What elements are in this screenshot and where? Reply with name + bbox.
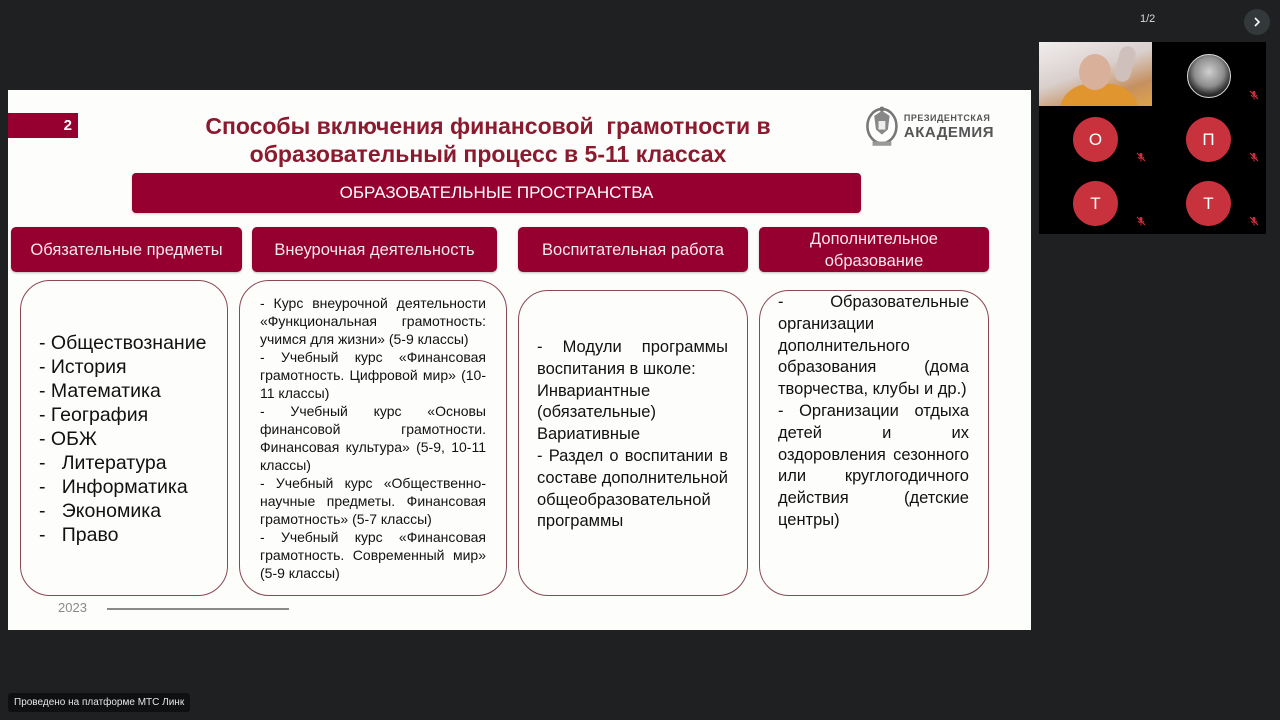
logo-text: ПРЕЗИДЕНТСКАЯ АКАДЕМИЯ bbox=[903, 113, 994, 141]
chevron-right-icon bbox=[1252, 17, 1262, 27]
list-item: - Учебный курс «Финансовая грамотность. Цифровой мир» (10-11 классы) bbox=[260, 349, 486, 401]
slide-title-line2: образовательный процесс в 5-11 классах bbox=[249, 141, 727, 167]
participant-photo-avatar[interactable] bbox=[1187, 54, 1231, 98]
list-item: - Математика bbox=[39, 380, 161, 402]
header-extracurricular: Внеурочная деятельность bbox=[252, 227, 497, 272]
next-page-button[interactable] bbox=[1244, 9, 1270, 35]
list-item: Инвариантные bbox=[537, 381, 651, 400]
mic-muted-icon bbox=[1249, 152, 1259, 162]
mandatory-subjects-box bbox=[20, 280, 228, 596]
additional-education-box bbox=[759, 290, 989, 596]
participant-avatar-t2[interactable]: Т bbox=[1186, 181, 1231, 226]
list-item: - Право bbox=[39, 524, 119, 546]
footer-year: 2023 bbox=[58, 600, 87, 615]
header-mandatory-subjects: Обязательные предметы bbox=[11, 227, 242, 272]
mic-muted-icon bbox=[1136, 152, 1146, 162]
emblem-icon bbox=[864, 100, 900, 154]
participants-grid bbox=[1039, 42, 1266, 234]
slide-title bbox=[138, 112, 838, 168]
footer-divider bbox=[107, 608, 289, 610]
mic-muted-icon bbox=[1249, 90, 1259, 100]
list-item: Вариативные bbox=[537, 425, 641, 444]
list-item: - Учебный курс «Общественно-научные предметы. Финансовая грамотность» (5-7 классы) bbox=[260, 475, 486, 527]
participants-pager: 1/2 bbox=[1140, 13, 1156, 25]
academy-logo bbox=[864, 99, 994, 155]
header-upbringing-work: Воспитательная работа bbox=[518, 227, 748, 272]
list-item: - Учебный курс «Основы финансовой грамотности. Финансовая культура» (5-9, 10-11 классы) bbox=[260, 403, 486, 473]
list-item: - Организации отдыха детей и их оздоровления сезонного или круглогодичного действия (детские центры) bbox=[778, 401, 969, 529]
mic-muted-icon bbox=[1136, 216, 1146, 226]
slide-number: 2 bbox=[8, 113, 78, 138]
list-item: - Учебный курс «Финансовая грамотность. Современный мир» (5-9 классы) bbox=[260, 529, 486, 581]
participant-avatar-p[interactable]: П bbox=[1186, 117, 1231, 162]
participant-avatar-t1[interactable]: Т bbox=[1073, 181, 1118, 226]
list-item: - Раздел о воспитании в составе дополнительной общеобразовательной программы bbox=[537, 446, 728, 531]
list-item: - Обществознание bbox=[39, 332, 207, 354]
extracurricular-box bbox=[239, 280, 507, 596]
list-item: - Образовательные организации дополнительного образования (дома творчества, клубы и др.) bbox=[778, 293, 969, 399]
list-item: - Курс внеурочной деятельности «Функциональная грамотность: учимся для жизни» (5-9 классы) bbox=[260, 295, 486, 347]
list-item: - Экономика bbox=[39, 500, 162, 522]
list-item: - ОБЖ bbox=[39, 428, 97, 450]
participant-avatar-o[interactable]: О bbox=[1073, 117, 1118, 162]
list-item: - Литература bbox=[39, 452, 167, 474]
list-item: (обязательные) bbox=[537, 403, 656, 422]
list-item: - История bbox=[39, 356, 127, 378]
mic-muted-icon bbox=[1249, 216, 1259, 226]
header-additional-education: Дополнительное образование bbox=[759, 227, 989, 272]
list-item: - Информатика bbox=[39, 476, 188, 498]
educational-spaces-banner: ОБРАЗОВАТЕЛЬНЫЕ ПРОСТРАНСТВА bbox=[132, 173, 861, 213]
presentation-slide bbox=[8, 90, 1031, 630]
participant-camera-tile[interactable] bbox=[1039, 42, 1152, 106]
platform-badge: Проведено на платформе МТС Линк bbox=[8, 693, 190, 712]
list-item: - Модули программы воспитания в школе: bbox=[537, 338, 728, 378]
slide-title-line1: Способы включения финансовой грамотности в bbox=[205, 113, 771, 139]
list-item: - География bbox=[39, 404, 149, 426]
upbringing-work-box bbox=[518, 290, 748, 596]
